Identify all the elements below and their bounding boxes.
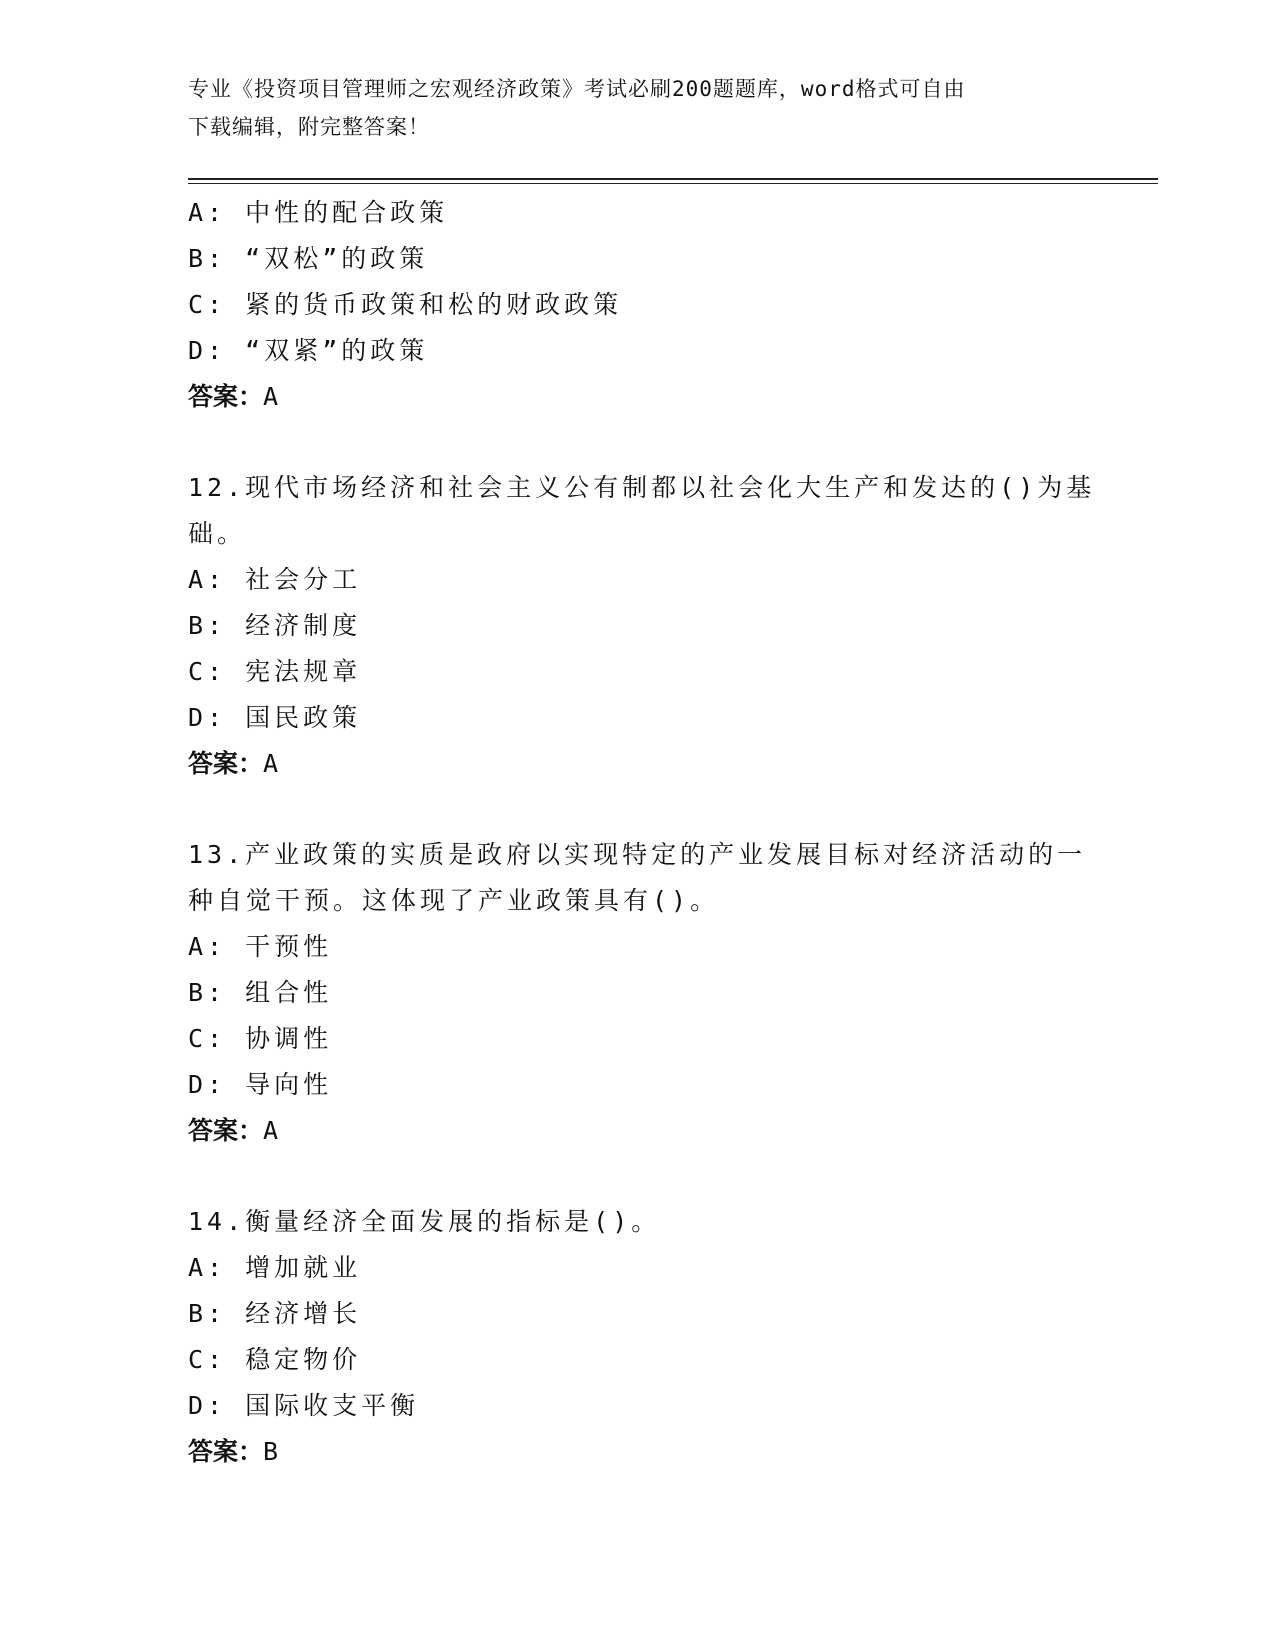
option-b [188, 236, 1088, 282]
answer-label: 答案： [188, 382, 264, 411]
option-text: 稳定物价 [245, 1345, 362, 1374]
option-key: B: [188, 978, 227, 1007]
spacer [188, 787, 1088, 832]
option-text: 宪法规章 [245, 657, 362, 686]
answer-value: A [263, 1116, 279, 1145]
option-d [188, 695, 1088, 741]
header-line-1: 专业《投资项目管理师之宏观经济政策》考试必刷200题题库，word格式可自由 [188, 77, 966, 101]
option-b [188, 1291, 1088, 1337]
question-stem-cont: 种自觉干预。这体现了产业政策具有()。 [188, 886, 720, 915]
option-d [188, 1383, 1088, 1429]
question-11 [188, 190, 1088, 420]
header-divider [188, 178, 1158, 180]
option-key: C: [188, 657, 227, 686]
option-key: A: [188, 932, 227, 961]
option-c [188, 649, 1088, 695]
option-text: 干预性 [245, 932, 333, 961]
option-text: “双紧”的政策 [245, 336, 429, 365]
option-key: A: [188, 1253, 227, 1282]
option-key: D: [188, 703, 227, 732]
question-stem: 14.衡量经济全面发展的指标是()。 [188, 1207, 661, 1236]
question-14 [188, 1199, 1088, 1475]
option-text: 国际收支平衡 [245, 1391, 420, 1420]
option-key: D: [188, 1391, 227, 1420]
option-c [188, 282, 1088, 328]
answer-line [188, 1429, 1088, 1475]
option-text: 组合性 [245, 978, 333, 1007]
option-key: D: [188, 1070, 227, 1099]
answer-label: 答案： [188, 749, 264, 778]
option-text: 导向性 [245, 1070, 333, 1099]
answer-label: 答案： [188, 1437, 264, 1466]
question-13 [188, 832, 1088, 1154]
document-header [188, 70, 1088, 146]
option-key: C: [188, 1345, 227, 1374]
answer-line [188, 374, 1088, 420]
answer-label: 答案： [188, 1116, 264, 1145]
option-text: 中性的配合政策 [245, 198, 449, 227]
option-b [188, 970, 1088, 1016]
option-key: B: [188, 244, 227, 273]
option-a [188, 190, 1088, 236]
answer-line [188, 741, 1088, 787]
option-d [188, 328, 1088, 374]
question-stem: 12.现代市场经济和社会主义公有制都以社会化大生产和发达的()为基 [188, 473, 1096, 502]
question-stem-cont: 础。 [188, 519, 247, 548]
option-a [188, 1245, 1088, 1291]
answer-line [188, 1108, 1088, 1154]
option-a [188, 557, 1088, 603]
option-text: 社会分工 [245, 565, 362, 594]
question-12 [188, 465, 1096, 787]
option-key: B: [188, 1299, 227, 1328]
option-c [188, 1337, 1088, 1383]
option-d [188, 1062, 1088, 1108]
option-text: 紧的货币政策和松的财政政策 [245, 290, 623, 319]
option-b [188, 603, 1088, 649]
question-list [188, 190, 1096, 1475]
spacer [188, 420, 1088, 465]
header-divider-thin [188, 183, 1158, 184]
option-key: A: [188, 565, 227, 594]
option-key: B: [188, 611, 227, 640]
option-text: “双松”的政策 [245, 244, 429, 273]
header-line-2: 下载编辑，附完整答案！ [188, 115, 430, 139]
spacer [188, 1154, 1088, 1199]
option-text: 增加就业 [245, 1253, 362, 1282]
option-key: C: [188, 1024, 227, 1053]
answer-value: A [263, 382, 279, 411]
answer-value: B [263, 1437, 279, 1466]
option-text: 协调性 [245, 1024, 333, 1053]
option-text: 国民政策 [245, 703, 362, 732]
option-text: 经济增长 [245, 1299, 362, 1328]
option-key: D: [188, 336, 227, 365]
option-c [188, 1016, 1088, 1062]
option-key: A: [188, 198, 227, 227]
option-key: C: [188, 290, 227, 319]
answer-value: A [263, 749, 279, 778]
option-text: 经济制度 [245, 611, 362, 640]
option-a [188, 924, 1088, 970]
question-stem: 13.产业政策的实质是政府以实现特定的产业发展目标对经济活动的一 [188, 840, 1087, 869]
